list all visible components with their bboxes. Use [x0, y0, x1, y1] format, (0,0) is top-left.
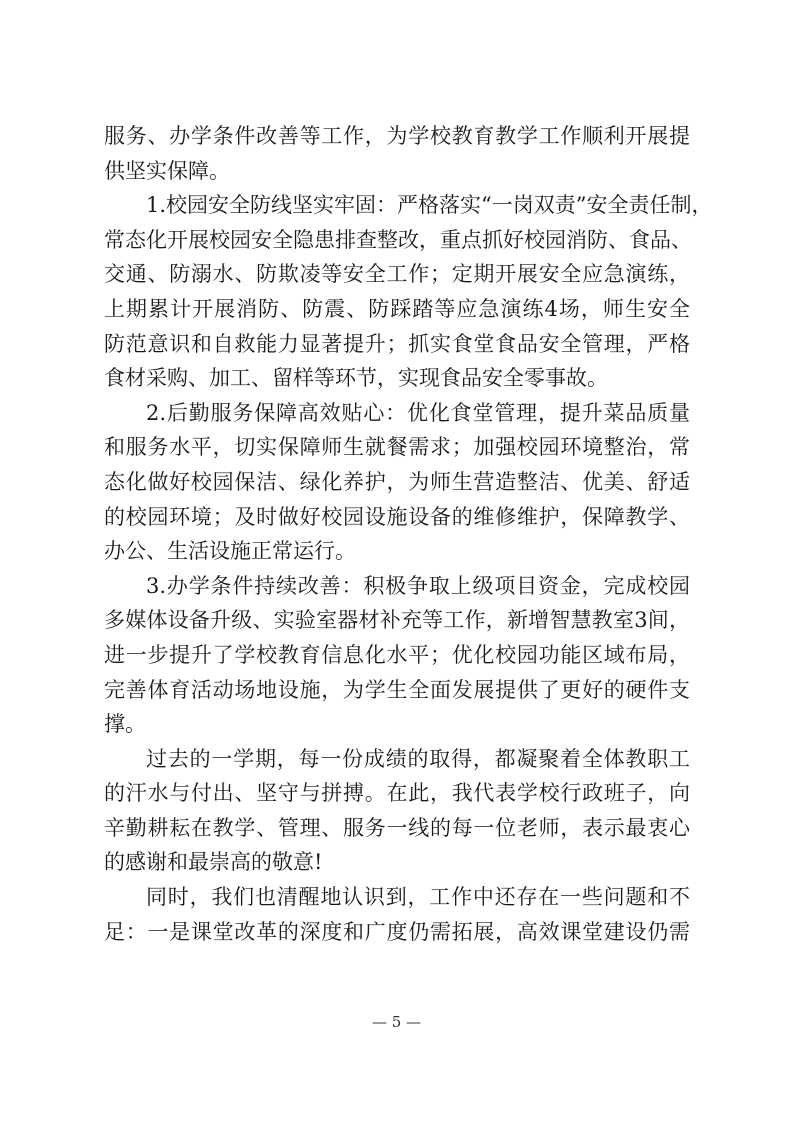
text-line: 撑。: [104, 712, 146, 737]
text-line: 2.后勤服务保障高效贴心：优化食堂管理，提升菜品质量: [146, 400, 690, 425]
text-line: 3.办学条件持续改善：积极争取上级项目资金，完成校园: [146, 573, 690, 598]
text-line: 和服务水平，切实保障师生就餐需求；加强校园环境整治，常: [104, 435, 690, 460]
text-line: 食材采购、加工、留样等环节，实现食品安全零事故。: [104, 366, 608, 391]
text-line: 常态化开展校园安全隐患排查整改，重点抓好校园消防、食品、: [104, 227, 692, 252]
paragraph: [104, 119, 690, 188]
text-line: 过去的一学期，每一份成绩的取得，都凝聚着全体教职工: [146, 746, 690, 771]
text-line: 供坚实保障。: [104, 158, 230, 183]
text-line: 辛勤耕耘在教学、管理、服务一线的每一位老师，表示最衷心: [104, 815, 690, 840]
paragraph: [104, 396, 690, 569]
paragraph: [104, 880, 690, 949]
text-line: 进一步提升了学校教育信息化水平；优化校园功能区域布局，: [104, 642, 690, 667]
text-line: 1.校园安全防线坚实牢固：严格落实“一岗双责”安全责任制，: [146, 193, 713, 218]
text-line: 上期累计开展消防、防震、防踩踏等应急演练4场，师生安全: [104, 296, 690, 321]
text-line: 同时，我们也清醒地认识到，工作中还存在一些问题和不: [146, 885, 690, 910]
text-line: 足：一是课堂改革的深度和广度仍需拓展，高效课堂建设仍需: [104, 919, 690, 944]
text-line: 的汗水与付出、坚守与拼搏。在此，我代表学校行政班子，向: [104, 781, 690, 806]
text-line: 办公、生活设施正常运行。: [104, 539, 356, 564]
paragraph: [104, 742, 690, 880]
text-line: 交通、防溺水、防欺凌等安全工作；定期开展安全应急演练，: [104, 262, 690, 287]
document-body: [104, 119, 713, 949]
text-line: 的感谢和最崇高的敬意!: [104, 850, 323, 875]
paragraph: [104, 569, 690, 742]
text-line: 态化做好校园保洁、绿化养护，为师生营造整洁、优美、舒适: [104, 469, 690, 494]
page-number: — 5 —: [371, 1013, 422, 1031]
text-line: 多媒体设备升级、实验室器材补充等工作，新增智慧教室3间，: [104, 608, 690, 633]
text-line: 服务、办学条件改善等工作，为学校教育教学工作顺利开展提: [104, 124, 690, 148]
text-line: 的校园环境；及时做好校园设施设备的维修维护，保障教学、: [104, 504, 690, 529]
text-line: 完善体育活动场地设施，为学生全面发展提供了更好的硬件支: [104, 677, 690, 702]
text-line: 防范意识和自救能力显著提升；抓实食堂食品安全管理，严格: [104, 331, 690, 356]
paragraph: [104, 188, 713, 396]
